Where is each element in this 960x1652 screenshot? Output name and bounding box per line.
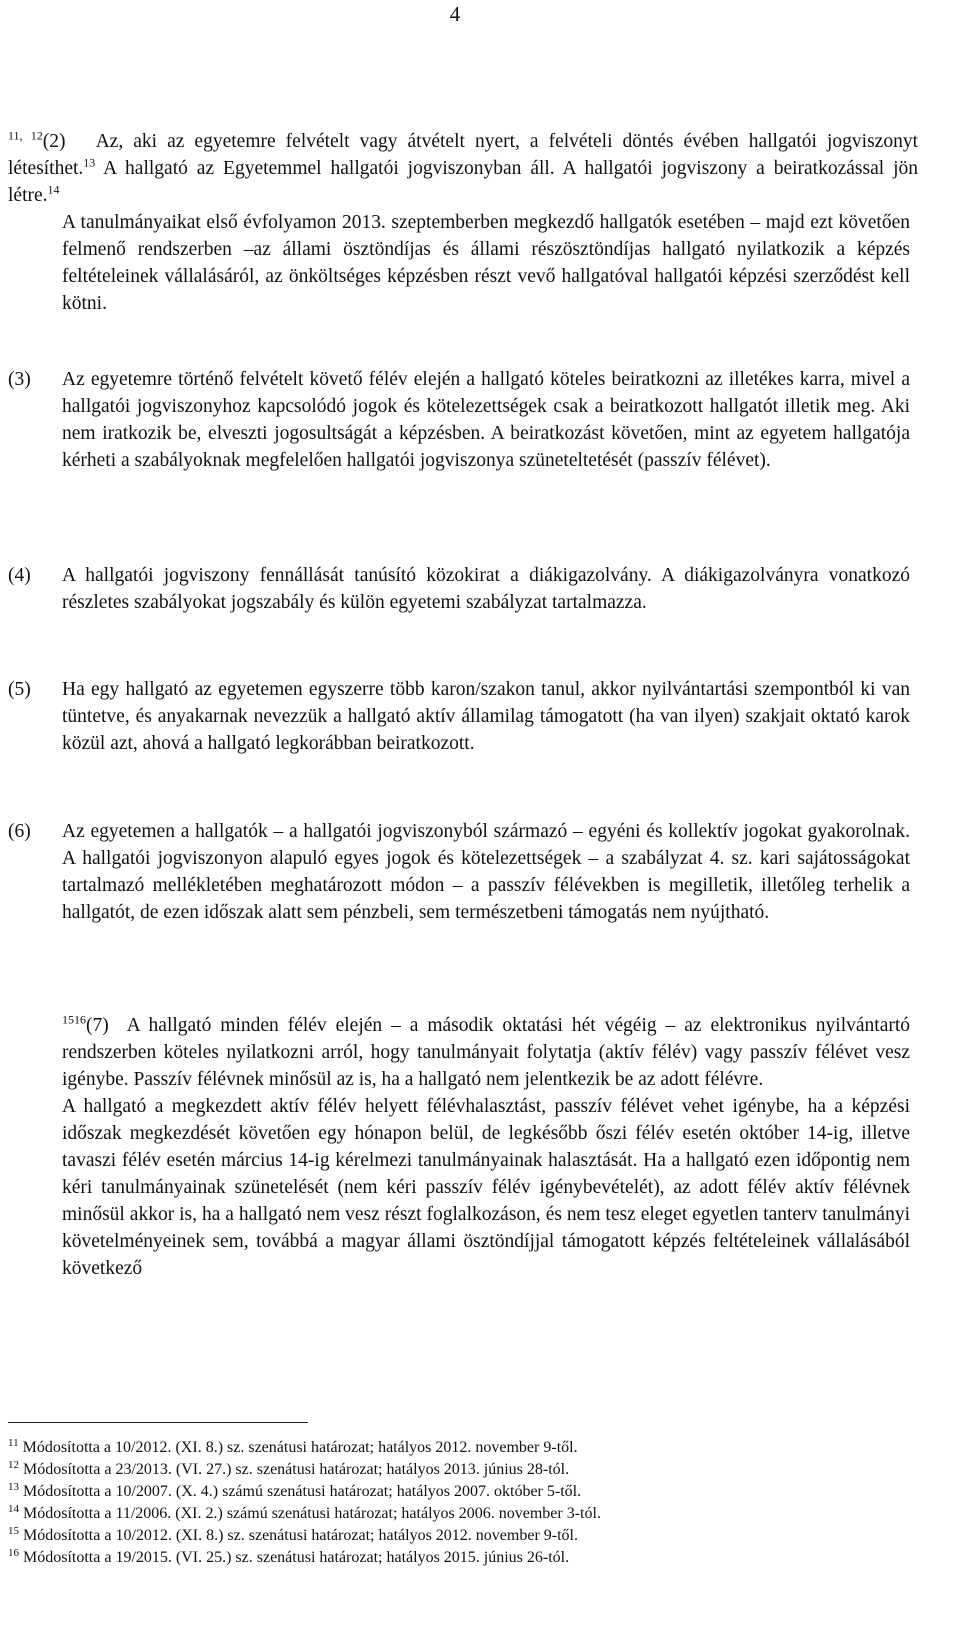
paragraph-7-first: A hallgató minden félév elején – a második oktatási hét végéig – az elektronikus nyilvántartó rendszerben köteles nyilatkozni arról, hogy tanulmányait folytatja (aktív félév) vagy passzív félévet vesz igénybe. Passzív félévnek minősül az is, ha a hallgató nem jelentkezik be az adott félévre. [62,1015,911,1090]
paragraph-2-scholarship-text: A tanulmányaikat első évfolyamon 2013. szeptemberben megkezdő hallgatók esetében – majd ezt követően felmenő rendszerben –az állami ösztöndíjas és állami részösztöndíjas hallgató nyilatkozik a képzés feltételeinek vállalásáról, az önköltséges képzésben részt vevő hallgatóval hallgatói képzési szerződést kell kötni. [62,212,910,314]
footnote-14: $^{14}$ Módosította a 11/2006. (XI. 2.) számú szenátusi határozat; hatályos 2006. november 3-tól. [8,1502,601,1522]
footnote-separator [8,1422,308,1423]
footnote-16: $^{16}$ Módosította a 19/2015. (VI. 25.) sz. szenátusi határozat; hatályos 2015. június 26-tól. [8,1546,570,1566]
footnote-13: $^{13}$ Módosította a 10/2007. (X. 4.) számú szenátusi határozat; hatályos 2007. október 5-től. [8,1480,582,1500]
paragraph-5-text: Ha egy hallgató az egyetemen egyszerre több karon/szakon tanul, akkor nyilvántartási szempontból ki van tüntetve, és anyakarnak nevezzük a hallgató aktív államilag támogatott (ha van ilyen) szakjait oktató karok közül azt, ahová a hallgató legkorábban beiratkozott. [62,679,910,754]
paragraph-6-label: (6) [8,821,31,842]
paragraph-4-label: (4) [8,565,31,586]
paragraph-5-label: (5) [8,679,31,700]
page-number: 4 [449,2,461,26]
footnote-ref-14[interactable]: 14 [47,182,60,197]
paragraph-6-text: Az egyetemen a hallgatók – a hallgatói jogviszonyból származó – egyéni és kollektív jogokat gyakorolnak. A hallgatói jogviszonyon alapuló egyes jogok és kötelezettségek – a szabályzat 4. sz. kari sajátosságokat tartalmazó mellékletében meghatározott módon – a passzív félévekben is megilletik, illetőleg terhelik a hallgatót, de ezen időszak alatt sem pénzbeli, sem természetbeni támogatás nem nyújtható. [62,821,910,923]
paragraph-3-text: Az egyetemre történő felvételt követő félév elején a hallgató köteles beiratkozni az illetékes karra, mivel a hallgatói jogviszonyhoz kapcsolódó jogok és kötelezettségek csak a beiratkozott hallgatót illetik meg. Aki nem iratkozik be, elveszti jogosultságát a képzésben. A beiratkozást követően, mint az egyetem hallgatója kérheti a szabályoknak megfelelően hallgatói jogviszonya szüneteltetését (passzív félévet). [62,369,910,471]
paragraph-2-text [8,128,918,209]
paragraph-7-text-1 [62,1012,910,1093]
footnote-ref-15-16[interactable]: 1516 [62,1012,86,1027]
footnote-15: $^{15}$ Módosította a 10/2012. (XI. 8.) sz. szenátusi határozat; hatályos 2012. november 9-től. [8,1524,578,1544]
paragraph-7-label: (7) [86,1015,109,1036]
paragraph-3-label: (3) [8,369,31,390]
paragraph-2-line2: A hallgató az Egyetemmel hallgatói jogviszonyban áll. A hallgatói jogviszony a beiratkozással jön létre. [8,158,918,206]
footnote-11: $^{11}$ Módosította a 10/2012. (XI. 8.) sz. szenátusi határozat; hatályos 2012. november 9-től. [8,1436,578,1456]
footnote-ref-11-12[interactable]: 11, 12 [8,128,43,143]
paragraph-7-text-2: A hallgató a megkezdett aktív félév helyett félévhalasztást, passzív félévet vehet igénybe, ha a képzési időszak megkezdését követően egy hónapon belül, de legkésőbb őszi félév esetén október 14-ig, illetve tavaszi félév esetén március 14-ig kérelmezi tanulmányainak halasztását. Ha a hallgató ezen időpontig nem kéri tanulmányainak szünetelését (nem kéri passzív félév igénybevételét), az adott félév aktív félévnek minősül akkor is, ha a hallgató nem vesz részt foglalkozáson, és nem tesz eleget egyetlen tanterv tanulmányi követelményeinek sem, továbbá a magyar állami ösztöndíjjal támogatott képzés feltételeinek vállalásából következő [62,1096,910,1279]
paragraph-4-text: A hallgatói jogviszony fennállását tanúsító közokirat a diákigazolvány. A diákigazolványra vonatkozó részletes szabályokat jogszabály és külön egyetemi szabályzat tartalmazza. [62,565,910,613]
footnote-ref-13[interactable]: 13 [83,155,96,170]
paragraph-2-line1: Az, aki az egyetemre felvételt vagy átvételt nyert, a felvételi döntés évében hallgatói jogviszonyt létesíthet. [8,131,918,179]
footnote-12: $^{12}$ Módosította a 23/2013. (VI. 27.) sz. szenátusi határozat; hatályos 2013. június 28-tól. [8,1458,570,1478]
paragraph-2-label: (2) [42,131,66,152]
